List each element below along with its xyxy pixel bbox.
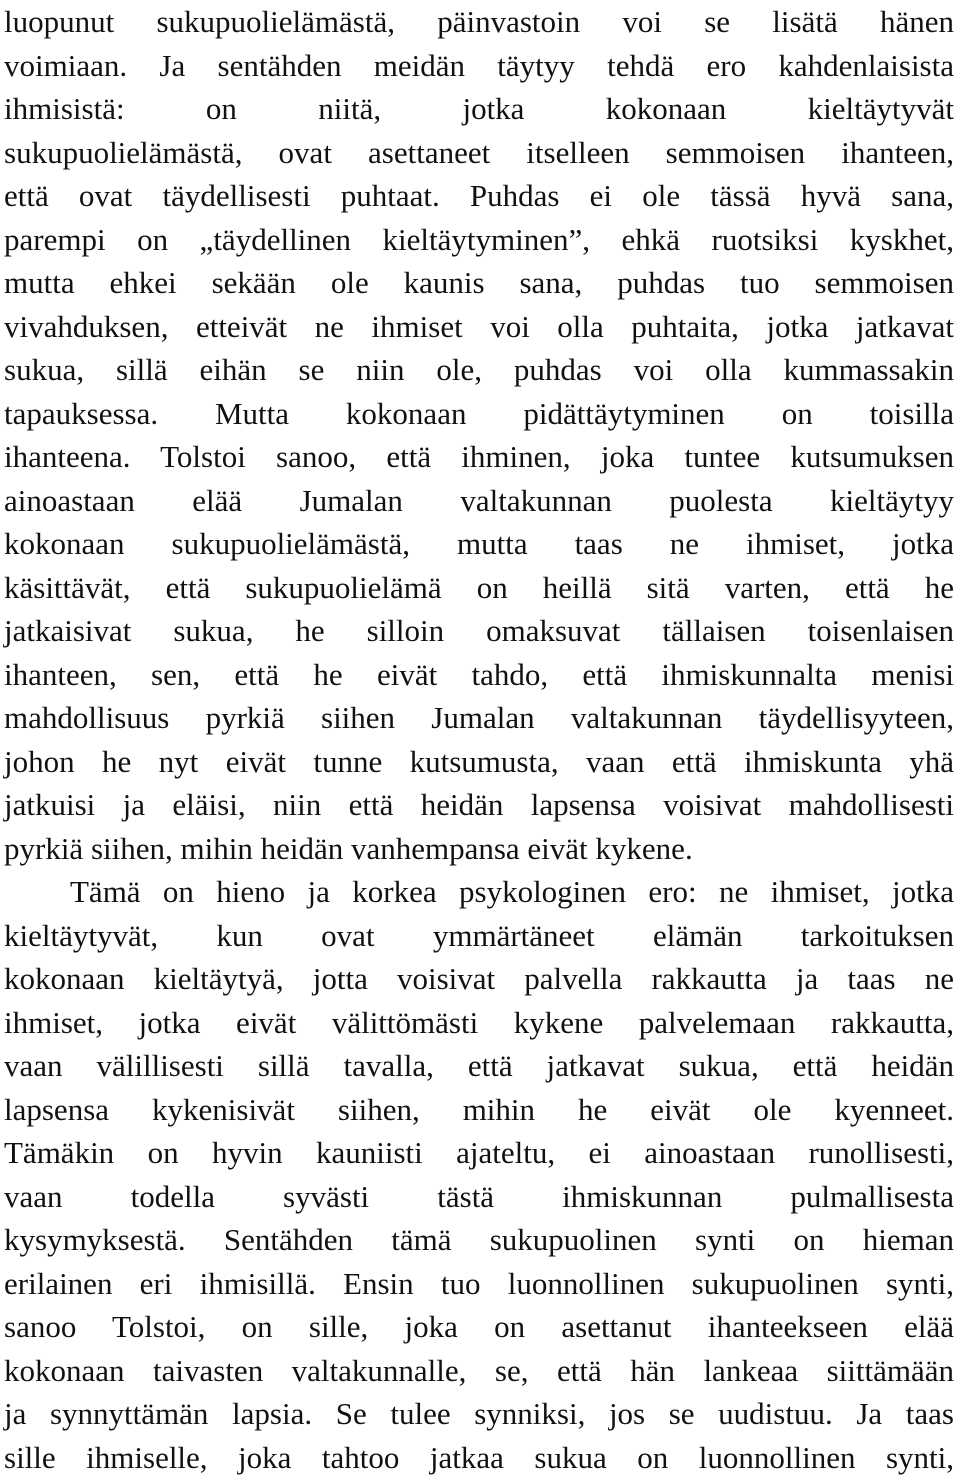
- text-line: ainoastaan elää Jumalan valtakunnan puolesta kieltäytyy: [4, 479, 954, 523]
- text-line: ihmiset, jotka eivät välittömästi kykene palvelemaan rakkautta,: [4, 1001, 954, 1045]
- text-line: ihmisistä: on niitä, jotka kokonaan kieltäytyvät: [4, 87, 954, 131]
- text-line: kokonaan sukupuolielämästä, mutta taas ne ihmiset, jotka: [4, 522, 954, 566]
- text-line: Tämäkin on hyvin kauniisti ajateltu, ei ainoastaan runollisesti,: [4, 1131, 954, 1175]
- text-line: sille ihmiselle, joka tahtoo jatkaa sukua on luonnollinen synti,: [4, 1436, 954, 1479]
- text-line: lapsensa kykenisivät siihen, mihin he eivät ole kyenneet.: [4, 1088, 954, 1132]
- text-line: sukua, sillä eihän se niin ole, puhdas voi olla kummassakin: [4, 348, 954, 392]
- paragraph-start-line: Tämä on hieno ja korkea psykologinen ero: ne ihmiset, jotka: [4, 870, 954, 914]
- text-line: mahdollisuus pyrkiä siihen Jumalan valtakunnan täydellisyyteen,: [4, 696, 954, 740]
- text-line: että ovat täydellisesti puhtaat. Puhdas ei ole tässä hyvä sana,: [4, 174, 954, 218]
- text-line: sukupuolielämästä, ovat asettaneet itselleen semmoisen ihanteen,: [4, 131, 954, 175]
- paragraph-end-line: pyrkiä siihen, mihin heidän vanhempansa eivät kykene.: [4, 827, 954, 871]
- text-line: parempi on „täydellinen kieltäytyminen”, ehkä ruotsiksi kyskhet,: [4, 218, 954, 262]
- text-line: sanoo Tolstoi, on sille, joka on asettanut ihanteekseen elää: [4, 1305, 954, 1349]
- text-line: johon he nyt eivät tunne kutsumusta, vaan että ihmiskunta yhä: [4, 740, 954, 784]
- text-line: jatkuisi ja eläisi, niin että heidän lapsensa voisivat mahdollisesti: [4, 783, 954, 827]
- text-line: jatkaisivat sukua, he silloin omaksuvat tällaisen toisenlaisen: [4, 609, 954, 653]
- text-line: kysymyksestä. Sentähden tämä sukupuolinen synti on hieman: [4, 1218, 954, 1262]
- text-line: tapauksessa. Mutta kokonaan pidättäytyminen on toisilla: [4, 392, 954, 436]
- text-line: käsittävät, että sukupuolielämä on heillä sitä varten, että he: [4, 566, 954, 610]
- text-line: ihanteen, sen, että he eivät tahdo, että ihmiskunnalta menisi: [4, 653, 954, 697]
- text-line: ja synnyttämän lapsia. Se tulee synniksi, jos se uudistuu. Ja taas: [4, 1392, 954, 1436]
- text-line: voimiaan. Ja sentähden meidän täytyy tehdä ero kahdenlaisista: [4, 44, 954, 88]
- text-line: vivahduksen, etteivät ne ihmiset voi olla puhtaita, jotka jatkavat: [4, 305, 954, 349]
- text-line: vaan välillisesti sillä tavalla, että jatkavat sukua, että heidän: [4, 1044, 954, 1088]
- text-line: erilainen eri ihmisillä. Ensin tuo luonnollinen sukupuolinen synti,: [4, 1262, 954, 1306]
- text-line: kokonaan kieltäytyä, jotta voisivat palvella rakkautta ja taas ne: [4, 957, 954, 1001]
- document-page: [4, 0, 954, 1479]
- text-line: luopunut sukupuolielämästä, päinvastoin voi se lisätä hänen: [4, 0, 954, 44]
- text-line: mutta ehkei sekään ole kaunis sana, puhdas tuo semmoisen: [4, 261, 954, 305]
- text-line: kieltäytyvät, kun ovat ymmärtäneet elämän tarkoituksen: [4, 914, 954, 958]
- text-line: ihanteena. Tolstoi sanoo, että ihminen, joka tuntee kutsumuksen: [4, 435, 954, 479]
- text-line: vaan todella syvästi tästä ihmiskunnan pulmallisesta: [4, 1175, 954, 1219]
- text-line: kokonaan taivasten valtakunnalle, se, että hän lankeaa siittämään: [4, 1349, 954, 1393]
